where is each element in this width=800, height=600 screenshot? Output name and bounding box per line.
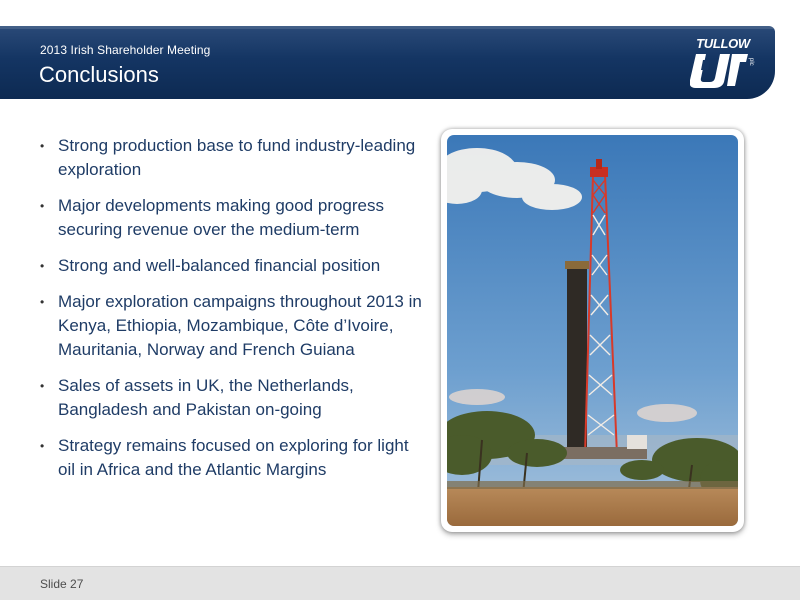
list-item <box>38 134 423 182</box>
drilling-rig-photo <box>447 135 738 526</box>
logo-mark-icon <box>690 52 748 88</box>
bullet-icon: • <box>40 259 45 273</box>
list-item <box>38 434 423 482</box>
logo-wordmark: TULLOW <box>696 36 750 51</box>
logo-plc: plc <box>748 58 754 66</box>
bullet-icon: • <box>40 199 45 213</box>
bullet-icon: • <box>40 379 45 393</box>
slide-number: Slide 27 <box>40 577 84 591</box>
bullet-text: Major developments making good progress securing revenue over the medium-term <box>58 196 385 239</box>
tullow-logo <box>690 36 760 92</box>
list-item <box>38 290 423 362</box>
footer-bar <box>0 566 800 600</box>
list-item <box>38 194 423 242</box>
bullet-icon: • <box>40 295 45 309</box>
bullet-text: Sales of assets in UK, the Netherlands, Bangladesh and Pakistan on-going <box>58 376 354 419</box>
conclusions-list <box>38 134 423 494</box>
bullet-text: Strategy remains focused on exploring for light oil in Africa and the Atlantic Margins <box>58 436 409 479</box>
slide-title: Conclusions <box>39 62 159 87</box>
bullet-icon: • <box>40 439 45 453</box>
list-item <box>38 254 423 278</box>
bullet-icon: • <box>40 139 45 153</box>
drilling-rig-photo-frame <box>441 129 744 532</box>
bullet-text: Strong and well-balanced financial position <box>58 256 381 275</box>
header-banner <box>0 26 775 99</box>
bullet-text: Strong production base to fund industry-leading exploration <box>58 136 416 179</box>
list-item <box>38 374 423 422</box>
bullet-text: Major exploration campaigns throughout 2013 in Kenya, Ethiopia, Mozambique, Côte d’Ivoire, Mauritania, Norway and French Guiana <box>58 292 422 359</box>
meeting-subtitle: 2013 Irish Shareholder Meeting <box>40 43 211 57</box>
